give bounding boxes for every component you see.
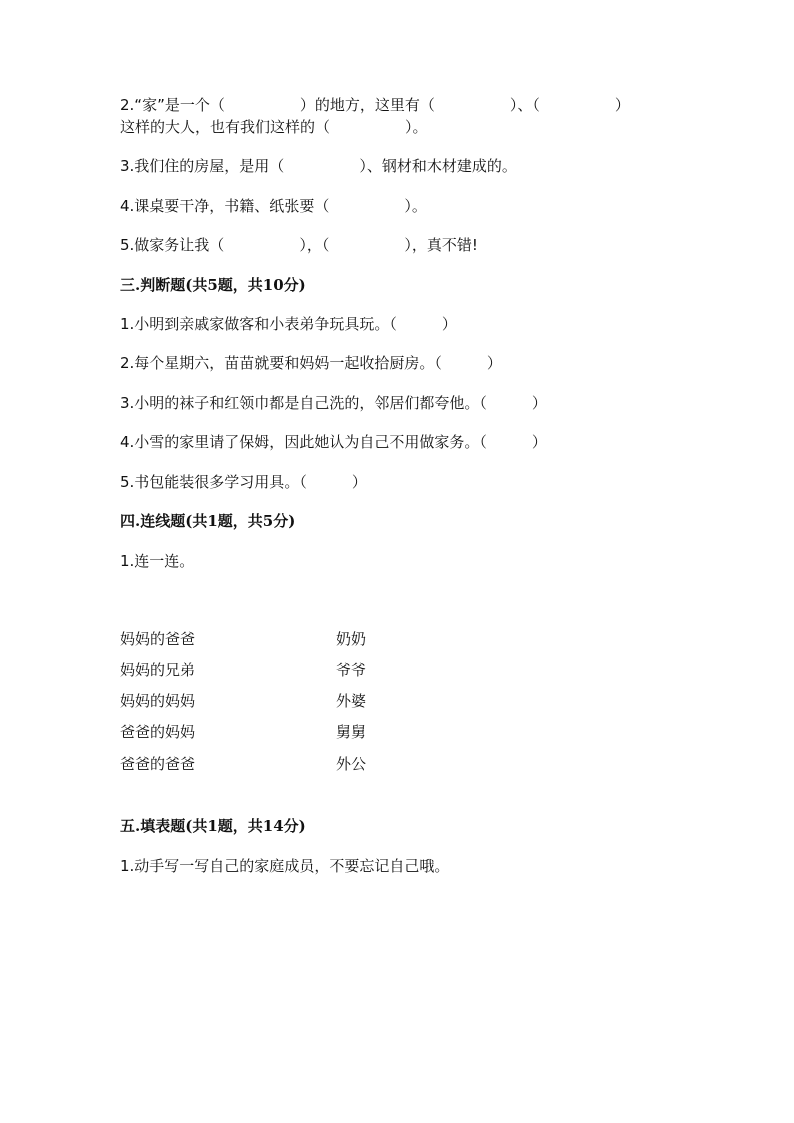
match-right-item-1: 奶奶 — [336, 630, 367, 648]
match-left-item-3: 妈妈的妈妈 — [120, 692, 196, 710]
matching-prompt: 1.连一连。 — [120, 552, 195, 570]
table-fill-prompt: 1.动手写一写自己的家庭成员，不要忘记自己哦。 — [120, 857, 450, 875]
match-left-item-5: 爸爸的爸爸 — [120, 755, 196, 773]
judge-question-4: 4.小雪的家里请了保姆，因此她认为自己不用做家务。（ ） — [120, 433, 547, 451]
match-right-item-2: 爷爷 — [336, 661, 367, 679]
match-right-item-5: 外公 — [336, 755, 367, 773]
judge-question-1: 1.小明到亲戚家做客和小表弟争玩具玩。（ ） — [120, 315, 457, 333]
match-left-item-2: 妈妈的兄弟 — [120, 661, 196, 679]
fill-question-4: 4.课桌要干净，书籍、纸张要（ ）。 — [120, 197, 427, 215]
section-3-heading: 三.判断题(共5题，共10分) — [120, 276, 306, 294]
match-right-item-3: 外婆 — [336, 692, 367, 710]
match-left-item-1: 妈妈的爸爸 — [120, 630, 196, 648]
judge-question-5: 5.书包能装很多学习用具。（ ） — [120, 473, 367, 491]
match-left-item-4: 爸爸的妈妈 — [120, 723, 196, 741]
judge-question-3: 3.小明的袜子和红领巾都是自己洗的，邻居们都夸他。（ ） — [120, 394, 547, 412]
fill-question-2-line-1: 2.“家”是一个（ ）的地方，这里有（ ）、（ ） — [120, 96, 630, 114]
fill-question-5: 5.做家务让我（ ），（ ），真不错! — [120, 236, 478, 254]
fill-question-2-line-2: 这样的大人，也有我们这样的（ ）。 — [120, 118, 428, 136]
match-right-item-4: 舅舅 — [336, 723, 367, 741]
section-4-heading: 四.连线题(共1题，共5分) — [120, 512, 296, 530]
section-5-heading: 五.填表题(共1题，共14分) — [120, 817, 306, 835]
judge-question-2: 2.每个星期六，苗苗就要和妈妈一起收拾厨房。（ ） — [120, 354, 502, 372]
fill-question-3: 3.我们住的房屋，是用（ ）、钢材和木材建成的。 — [120, 157, 517, 175]
